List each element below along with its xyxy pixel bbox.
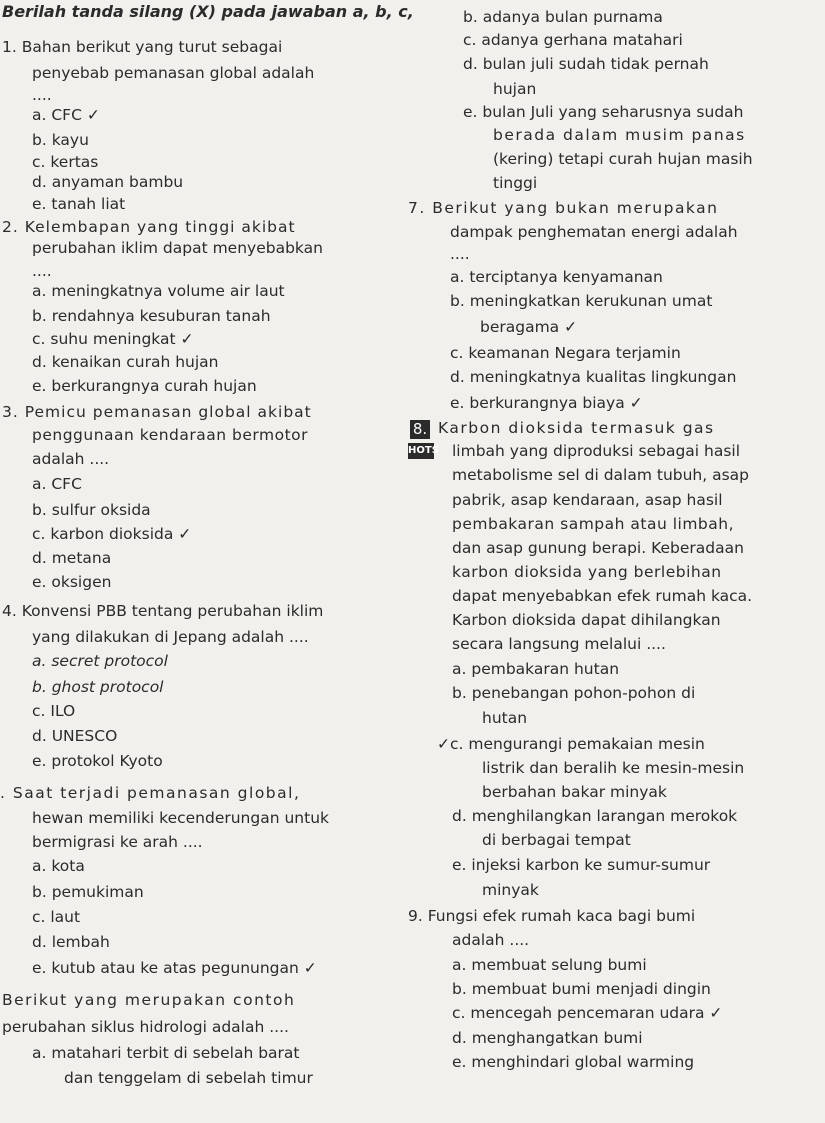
q7-option-e: e. berkurangnya biaya ✓ [450,394,643,412]
q8-stem-10: secara langsung melalui .... [452,635,666,653]
q6-option-a: a. matahari terbit di sebelah barat [32,1044,300,1062]
q8-option-d: d. menghilangkan larangan merokok [452,807,738,825]
q6-option-e-cont-3: tinggi [493,174,538,192]
q6-stem-2: perubahan siklus hidrologi adalah .... [2,1018,289,1036]
q2-stem-2: perubahan iklim dapat menyebabkan [32,239,323,257]
q3-option-d: d. metana [32,549,112,567]
q6-option-e-cont-1: berada dalam musim panas [493,126,746,144]
q9-option-e: e. menghindari global warming [452,1053,695,1071]
q8-option-a: a. pembakaran hutan [452,660,620,678]
q4-option-d: d. UNESCO [32,727,118,745]
q7-option-d: d. meningkatnya kualitas lingkungan [450,368,737,386]
q8-stem-8: dapat menyebabkan efek rumah kaca. [452,587,753,605]
q7-option-b: b. meningkatkan kerukunan umat [450,292,713,310]
q8-stem-4: pabrik, asap kendaraan, asap hasil [452,491,723,509]
q5-stem-1: . Saat terjadi pemanasan global, [0,784,301,802]
q5-option-b: b. pemukiman [32,883,144,901]
q7-stem-3: .... [450,245,470,263]
q6-option-d: d. bulan juli sudah tidak pernah [463,55,709,73]
q9-option-d: d. menghangatkan bumi [452,1029,643,1047]
q1-option-d: d. anyaman bambu [32,173,184,191]
q4-stem-1: 4. Konvensi PBB tentang perubahan iklim [2,602,324,620]
q3-stem-3: adalah .... [32,450,110,468]
q8-option-e: e. injeksi karbon ke sumur-sumur [452,856,711,874]
q9-stem-2: adalah .... [452,931,530,949]
q3-option-a: a. CFC [32,475,82,493]
q6-option-c: c. adanya gerhana matahari [463,31,683,49]
q5-option-a: a. kota [32,857,85,875]
q5-option-e: e. kutub atau ke atas pegunungan ✓ [32,959,317,977]
q4-option-a: a. secret protocol [32,652,168,670]
q8-stem-9: Karbon dioksida dapat dihilangkan [452,611,721,629]
q4-option-b: b. ghost protocol [32,678,164,696]
q8-option-c-cont-2: berbahan bakar minyak [482,783,667,801]
q1-stem-3: .... [32,86,52,104]
q9-option-b: b. membuat bumi menjadi dingin [452,980,711,998]
q7-option-a: a. terciptanya kenyamanan [450,268,663,286]
q2-stem-3: .... [32,262,52,280]
q8-option-d-cont: di berbagai tempat [482,831,631,849]
q7-option-c: c. keamanan Negara terjamin [450,344,681,362]
q1-stem-1: 1. Bahan berikut yang turut sebagai [2,38,283,56]
hots-badge: HOTS [408,443,434,459]
q5-stem-3: bermigrasi ke arah .... [32,833,203,851]
q3-stem-1: 3. Pemicu pemanasan global akibat [2,403,312,421]
q5-option-d: d. lembah [32,933,110,951]
q2-stem-1: 2. Kelembapan yang tinggi akibat [2,218,296,236]
q7-stem-1: 7. Berikut yang bukan merupakan [408,199,719,217]
q6-option-e-cont-2: (kering) tetapi curah hujan masih [493,150,753,168]
q8-option-e-cont: minyak [482,881,539,899]
page-header: Berilah tanda silang (X) pada jawaban a, b, c, [2,2,414,21]
q8-stem-6: dan asap gunung berapi. Keberadaan [452,539,744,557]
q5-stem-2: hewan memiliki kecenderungan untuk [32,809,329,827]
q6-stem-1: Berikut yang merupakan contoh [2,991,296,1009]
q3-option-e: e. oksigen [32,573,112,591]
q3-option-c: c. karbon dioksida ✓ [32,525,192,543]
q1-option-b: b. kayu [32,131,89,149]
q1-option-a: a. CFC ✓ [32,106,100,124]
q8-stem-5: pembakaran sampah atau limbah, [452,515,735,533]
q8-option-c-cont-1: listrik dan beralih ke mesin-mesin [482,759,745,777]
q1-stem-2: penyebab pemanasan global adalah [32,64,315,82]
q9-option-c: c. mencegah pencemaran udara ✓ [452,1004,723,1022]
q1-option-e: e. tanah liat [32,195,126,213]
q2-option-a: a. meningkatnya volume air laut [32,282,285,300]
q2-option-d: d. kenaikan curah hujan [32,353,219,371]
q9-stem-1: 9. Fungsi efek rumah kaca bagi bumi [408,907,696,925]
q7-stem-2: dampak penghematan energi adalah [450,223,738,241]
q4-option-c: c. ILO [32,702,76,720]
q8-stem-7: karbon dioksida yang berlebihan [452,563,722,581]
q8-option-c: ✓c. mengurangi pemakaian mesin [437,735,705,753]
q8-stem-2: limbah yang diproduksi sebagai hasil [452,442,741,460]
q6-option-d-cont: hujan [493,80,537,98]
q6-option-b: b. adanya bulan purnama [463,8,663,26]
q6-option-a-cont: dan tenggelam di sebelah timur [64,1069,313,1087]
q2-option-e: e. berkurangnya curah hujan [32,377,257,395]
q1-option-c: c. kertas [32,153,99,171]
q8-stem-3: metabolisme sel di dalam tubuh, asap [452,466,750,484]
q8-option-b-cont: hutan [482,709,528,727]
q8-number-badge: 8. [410,420,430,439]
q8-option-b: b. penebangan pohon-pohon di [452,684,696,702]
q5-option-c: c. laut [32,908,81,926]
q3-option-b: b. sulfur oksida [32,501,151,519]
q2-option-b: b. rendahnya kesuburan tanah [32,307,271,325]
q7-option-b-cont: beragama ✓ [480,318,578,336]
q2-option-c: c. suhu meningkat ✓ [32,330,194,348]
q3-stem-2: penggunaan kendaraan bermotor [32,426,309,444]
q6-option-e: e. bulan Juli yang seharusnya sudah [463,103,744,121]
q4-option-e: e. protokol Kyoto [32,752,163,770]
q4-stem-2: yang dilakukan di Jepang adalah .... [32,628,309,646]
q8-stem-1: Karbon dioksida termasuk gas [438,419,715,437]
q9-option-a: a. membuat selung bumi [452,956,647,974]
